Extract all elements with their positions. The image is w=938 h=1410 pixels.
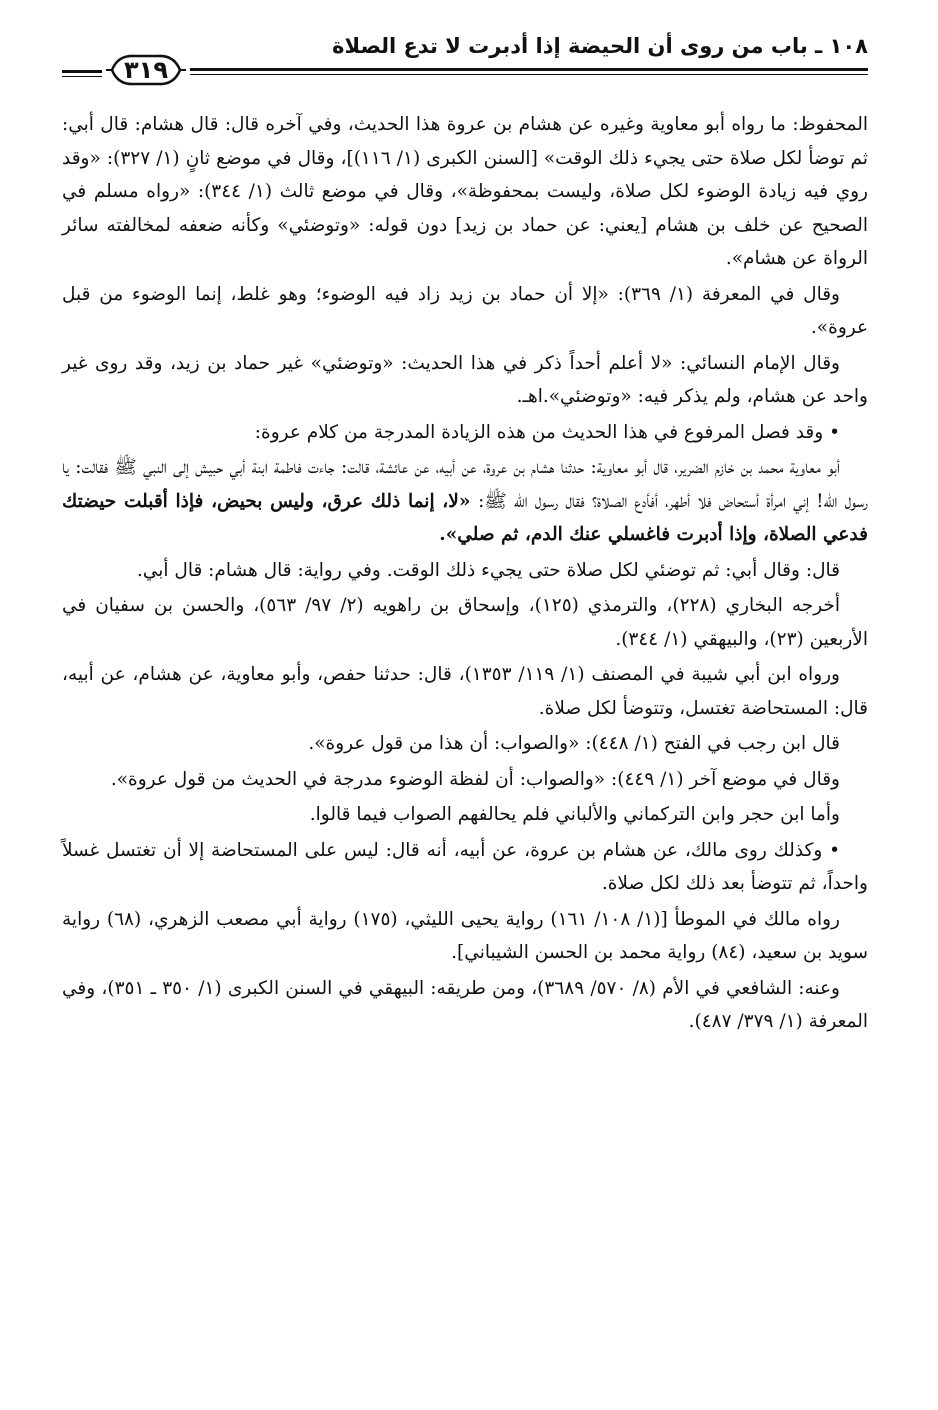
paragraph-text: رواه مالك في الموطأ [(١/ ١٠٨/ ١٦١) رواية يحيى الليثي، (١٧٥) رواية أبي مصعب الزهري، (٦٨) رواية سويد بن سعيد، (٨٤) رواية محمد بن الحسن الشيباني]. [62,908,868,963]
paragraph [62,278,868,345]
main-text [62,108,868,1041]
paragraph [62,763,868,797]
paragraph [62,972,868,1039]
header-rule-left-thin [62,76,102,77]
page-number-ornament [104,52,188,88]
paragraph [62,416,868,450]
paragraph-text: وقال في موضع آخر (١/ ٤٤٩): «والصواب: أن لفظة الوضوء مدرجة في الحديث من قول عروة». [110,768,840,790]
paragraph-text: ورواه ابن أبي شيبة في المصنف (١/ ١١٩/ ١٣٥٣)، قال: حدثنا حفص، وأبو معاوية، عن هشام، عن أبيه، قال: المستحاضة تغتسل، وتتوضأ لكل صلاة. [62,664,868,719]
paragraph-text: • وقد فصل المرفوع في هذا الحديث من هذه الزيادة المدرجة من كلام عروة: [254,421,840,443]
paragraph-text: وعنه: الشافعي في الأم (٨/ ٥٧٠/ ٣٦٨٩)، ومن طريقه: البيهقي في السنن الكبرى (١/ ٣٥٠ ـ ٣٥١)، وفي المعرفة (١/ ٣٧٩/ ٤٨٧). [62,977,868,1032]
paragraph-text: وقال في المعرفة (١/ ٣٦٩): «إلا أن حماد بن زيد زاد فيه الوضوء؛ وهو غلط، إنما الوضوء من قبل عروة». [62,283,868,338]
paragraph-text: قال ابن رجب في الفتح (١/ ٤٤٨): «والصواب: أن هذا من قول عروة». [308,733,840,754]
paragraph [62,108,868,276]
paragraph-text: وأما ابن حجر وابن التركماني والألباني فلم يحالفهم الصواب فيما قالوا. [309,804,840,825]
paragraph [62,589,868,656]
page-header [62,30,868,86]
page-number: ٣١٩ [124,56,168,84]
paragraph [62,658,868,725]
paragraph-text: أبو معاوية محمد بن خازم الضرير، قال أبو معاوية: حدثنا هشام بن عروة، عن أبيه، عن عائشة، قالت: جاءت فاطمة ابنة أبي حبيش إلى النبي ﷺ فقالت: يا رسول الله! إني امرأة أستحاض فلا أطهر، أفأدع الصلاة؟ فقال رسول الله ﷺ: [62,457,868,512]
header-rule [190,68,868,71]
paragraph [62,798,868,832]
paragraph [62,834,868,901]
hadith-quote: «لا، إنما ذلك عرق، وليس بحيض، فإذا أقبلت حيضتك فدعي الصلاة، وإذا أدبرت فاغسلي عنك الدم، ثم صلي». [62,490,868,545]
paragraph-text: المحفوظ: ما رواه أبو معاوية وغيره عن هشام بن عروة هذا الحديث، وفي آخره قال: قال هشام: قال أبي: ثم توضأ لكل صلاة حتى يجيء ذلك الوقت» [السنن الكبرى (١/ ١١٦)]، وقال في موضع ثانٍ (١/ ٣٢٧): «وقد روي فيه زيادة الوضوء لكل صلاة، وليست بمحفوظة»، وقال في موضع ثالث (١/ ٣٤٤): «رواه مسلم في الصحيح عن خلف بن هشام [يعني: عن حماد بن زيد] دون قوله: «وتوضئي» وكأنه ضعفه لمخالفته سائر الرواة عن هشام». [62,114,868,269]
header-rule-thin [190,74,868,75]
paragraph [62,554,868,588]
header-rule-left [62,70,102,73]
running-title: ١٠٨ ـ باب من روى أن الحيضة إذا أدبرت لا تدع الصلاة [332,34,868,58]
paragraph [62,451,868,552]
paragraph-text: • وكذلك روى مالك، عن هشام بن عروة، عن أبيه، أنه قال: ليس على المستحاضة إلا أن تغتسل غسلاً واحداً، ثم تتوضأ بعد ذلك لكل صلاة. [62,839,868,894]
paragraph [62,727,868,761]
paragraph [62,347,868,414]
paragraph-text: قال: وقال أبي: ثم توضئي لكل صلاة حتى يجيء ذلك الوقت. وفي رواية: قال هشام: قال أبي. [136,559,840,581]
paragraph [62,903,868,970]
paragraph-text: وقال الإمام النسائي: «لا أعلم أحداً ذكر في هذا الحديث: «وتوضئي» غير حماد بن زيد، وقد روى غير واحد عن هشام، ولم يذكر فيه: «وتوضئي».اهـ. [62,352,868,407]
paragraph-text: أخرجه البخاري (٢٢٨)، والترمذي (١٢٥)، وإسحاق بن راهويه (٢/ ٩٧/ ٥٦٣)، والحسن بن سفيان في الأربعين (٢٣)، والبيهقي (١/ ٣٤٤). [62,595,868,650]
